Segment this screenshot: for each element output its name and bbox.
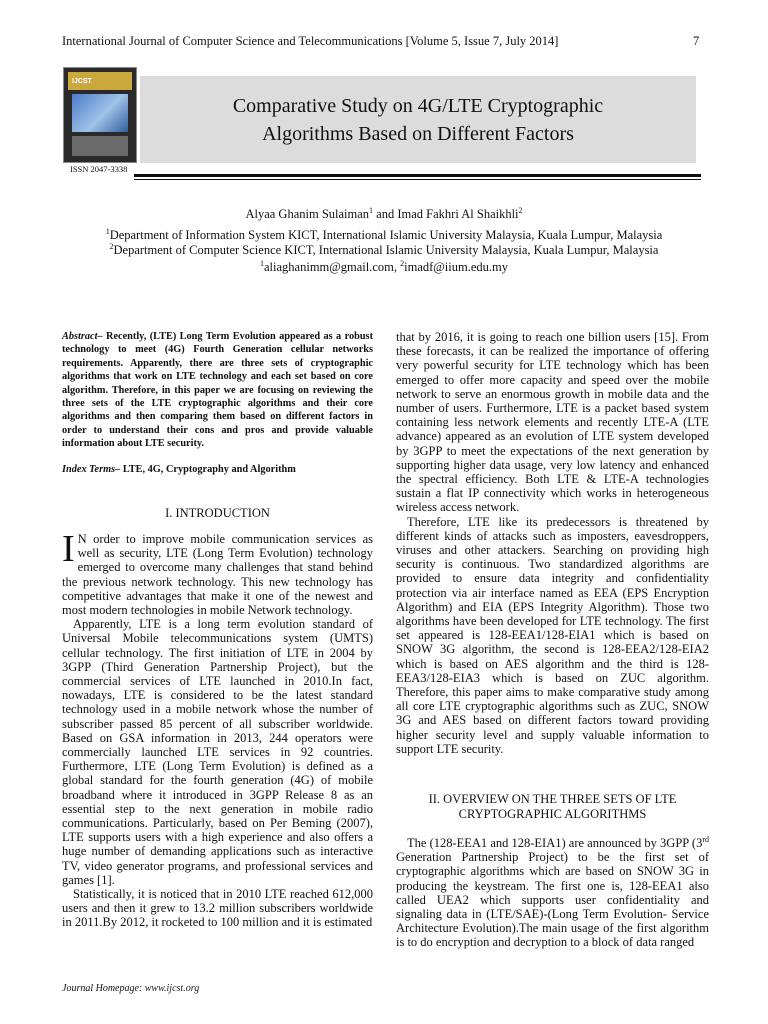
abstract	[62, 330, 373, 451]
affiliation-2-sup: 2	[109, 241, 114, 251]
section-2-sup: rd	[702, 834, 709, 844]
intro-paragraph-1-text: N order to improve mobile communication services as well as security, LTE (Long Term Evolution) technology emerged to overcome many challenges that stand behind the previous network technology. This new technology has competitive advantages that make it one of the newest and most modern technologies in mobile Network technology.	[62, 532, 373, 618]
index-terms-label: Index Terms–	[62, 464, 121, 475]
index-terms-text: LTE, 4G, Cryptography and Algorithm	[120, 464, 296, 475]
footer-url[interactable]: www.ijcst.org	[144, 983, 200, 994]
author-2: Imad Fakhri Al Shaikhli	[397, 207, 519, 221]
right-paragraph-1: that by 2016, it is going to reach one billion users [15]. From these forecasts, it can be realized the importance of offering very powerful security for LTE technology which has been emerged to offer more capacity and speed over the mobile network to serve an enormous growth in mobile data and the number of users. Furthermore, LTE is a packet based system containing less network elements and recently LTE-A (LTE advance) appeared as an evolution of LTE system developed by 3GPP to meet the expectations of the next generation by supporting higher data usage, very low latency and enhanced the spectral efficiency. Both LTE & LTE-A technologies sustain a flat IP connectivity which works in heterogeneous wireless access network.	[396, 330, 709, 515]
journal-header: International Journal of Computer Science and Telecommunications [Volume 5, Issue 7, July 2014]	[62, 34, 559, 48]
intro-paragraph-2: Apparently, LTE is a long term evolution standard of Universal Mobile telecommunications system (UMTS) cellular technology. The first initiation of LTE in 2004 by 3GPP (Third Generation Partnership Project), but the commercial services of LTE launched in 2010.In fact, nowadays, LTE is considered to be the latest standard technology used in a mobile network whose the number of subscriber passed 85 percent of all subscriber worldwide. Based on GSA information in 2013, 244 operators were commercially launched LTE services in 92 countries. Furthermore, LTE (Long Term Evolution) is defined as a global standard for the fourth generation (4G) of mobile broadband where it introduced in 3GPP Release 8 as an essential step to the next generation in mobile radio communications. Particularly, based on Per Beming (2007), LTE supports users with a high experience and also offers a huge number of demanding applications such as interactive TV, video generator programs, and professional services and games [1].	[62, 617, 373, 887]
affiliation-1-text: Department of Information System KICT, International Islamic University Malaysia, Kuala Lumpur, Malaysia	[109, 228, 663, 242]
issn: ISSN 2047-3338	[70, 164, 128, 174]
right-paragraph-2: Therefore, LTE like its predecessors is threatened by different kinds of attacks such as imposters, eavesdroppers, viruses and other attackers. Searching on providing high security is continuous. Two standardized algorithms are provided to ensure data integrity and confidentiality protection via air interface named as EEA (EPS Encryption Algorithm) and EIA (EPS Integrity Algorithm). Those two algorithms have been developed for LTE technology. The first set appeared is 128-EEA1/128-EIA1 which is based on SNOW 3G algorithm, the second is 128-EEA2/128-EIA2 which is based on AES algorithm and the third is 128-EEA3/128-EIA3 which is based on ZUC algorithm. Therefore, this paper aims to make comparative study among all core LTE cryptographic algorithms such as ZUC, SNOW 3G and AES based on different factors toward providing higher security level and supply valuable information to support LTE security.	[396, 514, 709, 756]
footer	[62, 983, 199, 994]
intro-paragraph-1	[62, 528, 373, 618]
affiliation-2-text: Department of Computer Science KICT, International Islamic University Malaysia, Kuala Lumpur, Malaysia	[113, 243, 659, 257]
journal-cover-image	[63, 67, 137, 163]
email-1[interactable]: aliaghanimm@gmail.com,	[264, 260, 401, 274]
cover-logo: IJCST	[72, 78, 92, 85]
authors	[0, 207, 768, 222]
affiliation-1-sup: 1	[105, 226, 110, 236]
section-2-body	[396, 836, 709, 950]
author-and: and	[373, 207, 398, 221]
section-2-heading	[396, 792, 709, 822]
intro-paragraph-3: Statistically, it is noticed that in 2010 LTE reached 612,000 users and then it grew to 13.2 million subscribers worldwide in 2011.By 2012, it rocketed to 100 million and it is estimated	[62, 887, 373, 930]
index-terms	[62, 464, 373, 475]
abstract-text: Recently, (LTE) Long Term Evolution appeared as a robust technology to meet (4G) Fourth Generation cellular networks requirements. Apparently, there are three sets of cryptographic algorithms that work on LTE technology and each set based on core algorithm. Therefore, in this paper we are focusing on reviewing the three sets of the LTE cryptographic algorithms and their core algorithms and then comparing them based on different factors in order to understand their cons and pros and provide valuable information about LTE security.	[62, 331, 373, 450]
dropcap: I	[62, 528, 75, 570]
author-1: Alyaa Ghanim Sulaiman	[245, 207, 370, 221]
section-2-paragraph-1-b: Generation Partnership Project) to be the first set of cryptographic algorithms which are based on SNOW 3G in producing the keystream. The first one is, 128-EEA1 also called UEA2 which supports user confidentiality and signaling data in (LTE/SAE)-(Long Term Evolution- Service Architecture Evolution).The main usage of the first algorithm is to do encryption and decryption to a block of data ranged	[396, 850, 709, 950]
section-2-paragraph-1	[396, 836, 709, 950]
page-number: 7	[693, 34, 700, 48]
author-2-sup: 2	[518, 205, 523, 215]
author-1-sup: 1	[369, 205, 374, 215]
header-rule-thin	[134, 179, 701, 180]
email-2-sup: 2	[400, 258, 405, 268]
section-1-heading: I. INTRODUCTION	[165, 506, 270, 520]
paper-title	[140, 92, 696, 148]
header-rule-thick	[134, 174, 701, 177]
right-column-body	[396, 330, 709, 756]
email-2[interactable]: imadf@iium.edu.my	[404, 260, 508, 274]
author-emails	[0, 260, 768, 275]
affiliation-1	[0, 228, 768, 243]
left-column-body	[62, 528, 373, 930]
title-line-2: Algorithms Based on Different Factors	[262, 123, 574, 145]
section-2-heading-line-2: CRYPTOGRAPHIC ALGORITHMS	[458, 807, 647, 821]
title-line-1: Comparative Study on 4G/LTE Cryptographic	[232, 95, 604, 117]
footer-label: Journal Homepage:	[62, 983, 145, 994]
section-2-paragraph-1-a: The (128-EEA1 and 128-EIA1) are announced by 3GPP (3	[407, 836, 703, 850]
email-1-sup: 1	[260, 258, 264, 268]
affiliation-2	[0, 243, 768, 258]
abstract-label: Abstract–	[62, 331, 103, 342]
section-2-heading-line-1: II. OVERVIEW ON THE THREE SETS OF LTE	[428, 792, 677, 806]
